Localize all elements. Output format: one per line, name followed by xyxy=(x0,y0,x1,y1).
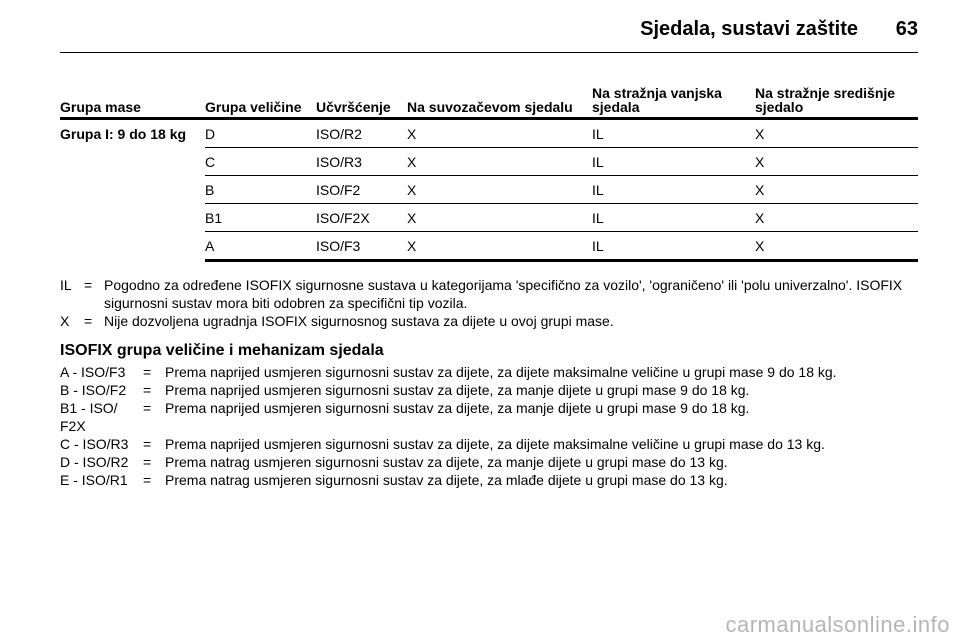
definition-key: D - ISO/R2 xyxy=(60,454,129,470)
mass-group-cell: Grupa I: 9 do 18 kg xyxy=(60,126,187,142)
table-cell: A xyxy=(205,232,316,261)
definition-item xyxy=(60,435,920,453)
definition-key: B1 - ISO/ F2X xyxy=(60,400,118,434)
definition-item xyxy=(60,381,920,399)
table-header-row xyxy=(60,80,918,119)
table-cell: X xyxy=(755,119,918,148)
table-cell: X xyxy=(755,176,918,204)
definition-equals: = xyxy=(143,382,152,398)
legend-description: Pogodno za određene ISOFIX sigurnosne sustava u kategorijama 'specifično za vozilo', 'ograničeno' ili 'polu univerzalno'. ISOFIX sigurnosni sustav mora biti odobren za specifični tip vozila. xyxy=(104,277,903,311)
legend-item xyxy=(60,312,918,330)
table-cell: X xyxy=(407,119,592,148)
definition-item xyxy=(60,471,920,489)
table-cell: D xyxy=(205,119,316,148)
table-cell: X xyxy=(407,204,592,232)
definition-text: Prema naprijed usmjeren sigurnosni sustav za dijete, za manje dijete u grupi mase 9 do 18 kg. xyxy=(165,382,750,398)
definition-equals: = xyxy=(143,472,152,488)
page-header xyxy=(60,18,918,53)
definition-text: Prema naprijed usmjeren sigurnosni sustav za dijete, za dijete maksimalne veličine u grupi mase do 13 kg. xyxy=(165,436,825,452)
definition-equals: = xyxy=(143,454,152,470)
table-row xyxy=(60,119,918,148)
definition-text: Prema natrag usmjeren sigurnosni sustav za dijete, za mlađe dijete u grupi mase do 13 kg. xyxy=(165,472,728,488)
legend-key: X xyxy=(60,313,70,329)
definition-text: Prema naprijed usmjeren sigurnosni sustav za dijete, za manje dijete u grupi mase 9 do 18 kg. xyxy=(165,400,750,416)
column-header: Učvršćenje xyxy=(316,80,407,119)
table-cell: X xyxy=(755,204,918,232)
column-header: Grupa veličine xyxy=(205,80,316,119)
watermark-text: carmanualsonline.info xyxy=(725,612,950,637)
definition-key: C - ISO/R3 xyxy=(60,436,129,452)
table-cell: C xyxy=(205,148,316,176)
table-cell: IL xyxy=(592,176,755,204)
isofix-table xyxy=(60,80,918,262)
table-cell: ISO/R3 xyxy=(316,148,407,176)
legend-equals: = xyxy=(84,277,93,293)
page-title: Sjedala, sustavi zaštite xyxy=(640,18,858,40)
table-cell: IL xyxy=(592,204,755,232)
table-cell: ISO/R2 xyxy=(316,119,407,148)
table-cell: X xyxy=(407,176,592,204)
table-cell: X xyxy=(755,148,918,176)
definition-text: Prema natrag usmjeren sigurnosni sustav za dijete, za manje dijete u grupi mase do 13 kg. xyxy=(165,454,728,470)
definition-equals: = xyxy=(143,400,152,416)
definition-equals: = xyxy=(143,364,152,380)
definition-text: Prema naprijed usmjeren sigurnosni sustav za dijete, za dijete maksimalne veličine u grupi mase 9 do 18 kg. xyxy=(165,364,837,380)
legend xyxy=(60,276,918,330)
definition-item xyxy=(60,363,920,381)
size-class-definitions xyxy=(60,363,920,489)
table-cell: IL xyxy=(592,148,755,176)
column-header: Na suvozačevom sjedalu xyxy=(407,80,592,119)
table-cell: B1 xyxy=(205,204,316,232)
table-cell: IL xyxy=(592,119,755,148)
column-header: Grupa mase xyxy=(60,80,205,119)
legend-key: IL xyxy=(60,277,72,293)
table-cell: IL xyxy=(592,232,755,261)
page-number: 63 xyxy=(895,18,918,40)
column-header: Na stražnje središnje sjedalo xyxy=(755,80,918,119)
section-title: ISOFIX grupa veličine i mehanizam sjedala xyxy=(60,342,384,359)
definition-key: A - ISO/F3 xyxy=(60,364,126,380)
legend-item xyxy=(60,276,918,312)
table-cell: ISO/F3 xyxy=(316,232,407,261)
table-cell: ISO/F2X xyxy=(316,204,407,232)
definition-key: B - ISO/F2 xyxy=(60,382,127,398)
column-header: Na stražnja vanjska sjedala xyxy=(592,80,755,119)
table-cell: X xyxy=(407,148,592,176)
table-cell: X xyxy=(407,232,592,261)
definition-item xyxy=(60,399,920,435)
legend-description: Nije dozvoljena ugradnja ISOFIX sigurnosnog sustava za dijete u ovoj grupi mase. xyxy=(104,313,614,329)
legend-equals: = xyxy=(84,313,93,329)
definition-equals: = xyxy=(143,436,152,452)
definition-key: E - ISO/R1 xyxy=(60,472,128,488)
definition-item xyxy=(60,453,920,471)
table-cell: ISO/F2 xyxy=(316,176,407,204)
table-cell: X xyxy=(755,232,918,261)
table-cell: B xyxy=(205,176,316,204)
